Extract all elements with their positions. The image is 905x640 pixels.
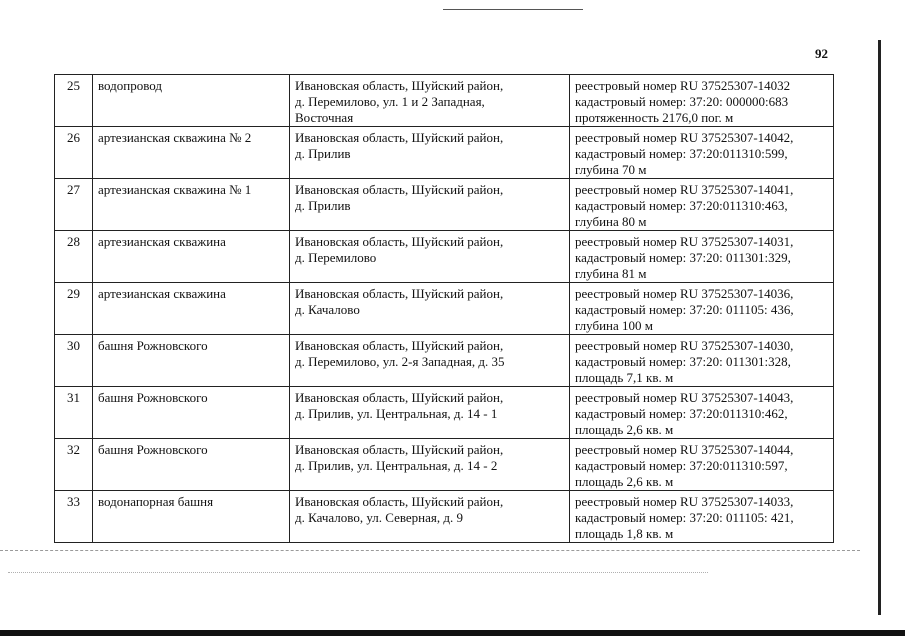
info-line: глубина 100 м [575,318,654,333]
address-line: Ивановская область, Шуйский район, [295,286,504,301]
table-row [55,491,834,543]
object-address [290,75,570,127]
row-number: 32 [55,439,93,491]
info-line: кадастровый номер: 37:20: 011301:328, [575,354,791,369]
object-name: артезианская скважина № 1 [93,179,290,231]
object-address [290,439,570,491]
object-address [290,179,570,231]
info-line: протяженность 2176,0 пог. м [575,110,734,125]
info-line: реестровый номер RU 37525307-14031, [575,234,794,249]
address-line: д. Прилив, ул. Центральная, д. 14 - 1 [295,406,498,421]
row-number: 28 [55,231,93,283]
object-name: башня Рожновского [93,335,290,387]
info-line: кадастровый номер: 37:20:011310:462, [575,406,788,421]
object-name: артезианская скважина [93,283,290,335]
address-line: Ивановская область, Шуйский район, [295,182,504,197]
registry-table [54,74,834,543]
address-line: Ивановская область, Шуйский район, [295,442,504,457]
info-line: площадь 2,6 кв. м [575,422,674,437]
object-address [290,387,570,439]
object-registry-info [570,283,834,335]
object-registry-info [570,127,834,179]
address-line: д. Перемилово, ул. 1 и 2 Западная, [295,94,485,109]
info-line: глубина 80 м [575,214,647,229]
info-line: реестровый номер RU 37525307-14030, [575,338,794,353]
object-address [290,491,570,543]
address-line: д. Прилив [295,146,351,161]
address-line: Ивановская область, Шуйский район, [295,494,504,509]
info-line: площадь 1,8 кв. м [575,526,674,541]
scan-edge-line [878,40,881,615]
registry-table-body [55,75,834,543]
scan-artifact-line [8,572,708,573]
table-row [55,283,834,335]
info-line: площадь 7,1 кв. м [575,370,674,385]
object-registry-info [570,439,834,491]
object-address [290,231,570,283]
object-name: башня Рожновского [93,387,290,439]
page-number: 92 [815,46,828,61]
info-line: глубина 70 м [575,162,647,177]
address-line: Восточная [295,110,354,125]
row-number: 30 [55,335,93,387]
address-line: д. Перемилово, ул. 2-я Западная, д. 35 [295,354,505,369]
address-line: Ивановская область, Шуйский район, [295,234,504,249]
scan-bottom-bar [0,630,905,636]
info-line: реестровый номер RU 37525307-14042, [575,130,794,145]
info-line: реестровый номер RU 37525307-14043, [575,390,794,405]
info-line: реестровый номер RU 37525307-14032 [575,78,791,93]
object-name: башня Рожновского [93,439,290,491]
object-registry-info [570,179,834,231]
info-line: кадастровый номер: 37:20: 000000:683 [575,94,789,109]
row-number: 29 [55,283,93,335]
info-line: реестровый номер RU 37525307-14036, [575,286,794,301]
table-row [55,387,834,439]
info-line: реестровый номер RU 37525307-14041, [575,182,794,197]
row-number: 26 [55,127,93,179]
info-line: кадастровый номер: 37:20: 011105: 421, [575,510,794,525]
table-row [55,335,834,387]
object-registry-info [570,335,834,387]
address-line: д. Качалово [295,302,360,317]
object-name: водонапорная башня [93,491,290,543]
info-line: кадастровый номер: 37:20: 011105: 436, [575,302,794,317]
info-line: площадь 2,6 кв. м [575,474,674,489]
table-row [55,439,834,491]
address-line: Ивановская область, Шуйский район, [295,130,504,145]
object-address [290,283,570,335]
address-line: д. Прилив, ул. Центральная, д. 14 - 2 [295,458,498,473]
address-line: Ивановская область, Шуйский район, [295,390,504,405]
address-line: д. Прилив [295,198,351,213]
object-registry-info [570,75,834,127]
table-row [55,179,834,231]
object-registry-info [570,231,834,283]
info-line: реестровый номер RU 37525307-14033, [575,494,794,509]
table-row [55,231,834,283]
object-registry-info [570,491,834,543]
row-number: 31 [55,387,93,439]
info-line: кадастровый номер: 37:20:011310:463, [575,198,788,213]
info-line: кадастровый номер: 37:20:011310:597, [575,458,788,473]
table-row [55,75,834,127]
info-line: кадастровый номер: 37:20:011310:599, [575,146,788,161]
address-line: д. Качалово, ул. Северная, д. 9 [295,510,463,525]
row-number: 25 [55,75,93,127]
object-name: водопровод [93,75,290,127]
table-row [55,127,834,179]
object-name: артезианская скважина [93,231,290,283]
row-number: 33 [55,491,93,543]
top-rule [443,9,583,10]
info-line: глубина 81 м [575,266,647,281]
address-line: д. Перемилово [295,250,377,265]
info-line: реестровый номер RU 37525307-14044, [575,442,794,457]
address-line: Ивановская область, Шуйский район, [295,78,504,93]
info-line: кадастровый номер: 37:20: 011301:329, [575,250,791,265]
address-line: Ивановская область, Шуйский район, [295,338,504,353]
object-address [290,335,570,387]
object-registry-info [570,387,834,439]
row-number: 27 [55,179,93,231]
object-address [290,127,570,179]
scan-artifact-line [0,550,860,551]
object-name: артезианская скважина № 2 [93,127,290,179]
